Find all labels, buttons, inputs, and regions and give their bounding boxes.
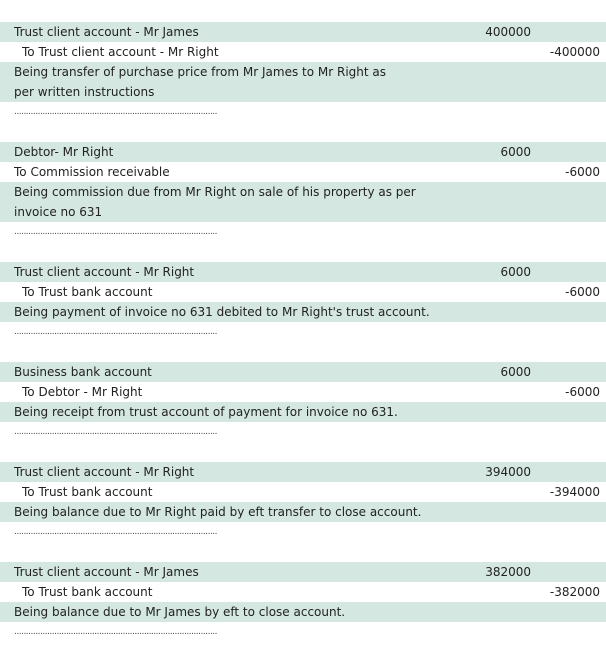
signature-row <box>0 102 606 122</box>
credit-account: To Trust bank account <box>22 485 153 499</box>
journal-credit-row <box>0 42 606 62</box>
credit-amount: -394000 <box>549 485 600 499</box>
debit-amount: 400000 <box>485 25 531 39</box>
journal-credit-row <box>0 162 606 182</box>
narration-row <box>0 82 606 102</box>
signature-line: ...................................................................................... <box>14 327 218 337</box>
signature-line: ...................................................................................... <box>14 627 218 637</box>
credit-account: To Trust bank account <box>22 585 153 599</box>
journal-credit-row <box>0 582 606 602</box>
journal-credit-row <box>0 282 606 302</box>
narration-line: Being payment of invoice no 631 debited to Mr Right's trust account. <box>14 305 430 319</box>
signature-line: ...................................................................................... <box>14 427 218 437</box>
journal-debit-row <box>0 562 606 582</box>
credit-amount: -382000 <box>549 585 600 599</box>
debit-account: Business bank account <box>14 365 152 379</box>
credit-amount: -6000 <box>565 165 600 179</box>
narration-row <box>0 602 606 622</box>
journal-credit-row <box>0 482 606 502</box>
credit-amount: -6000 <box>565 285 600 299</box>
narration-row <box>0 62 606 82</box>
signature-row <box>0 322 606 342</box>
debit-account: Trust client account - Mr Right <box>14 265 195 279</box>
signature-row <box>0 522 606 542</box>
journal-debit-row <box>0 22 606 42</box>
narration-line: Being transfer of purchase price from Mr James to Mr Right as <box>14 65 387 79</box>
credit-amount: -6000 <box>565 385 600 399</box>
credit-account: To Commission receivable <box>14 165 170 179</box>
signature-line: ...................................................................................... <box>14 107 218 117</box>
debit-account: Debtor- Mr Right <box>14 145 114 159</box>
credit-account: To Trust bank account <box>22 285 153 299</box>
debit-amount: 6000 <box>500 145 531 159</box>
narration-line: Being balance due to Mr James by eft to close account. <box>14 605 346 619</box>
signature-line: ...................................................................................... <box>14 527 218 537</box>
signature-row <box>0 622 606 642</box>
debit-account: Trust client account - Mr Right <box>14 465 195 479</box>
debit-amount: 6000 <box>500 365 531 379</box>
narration-row <box>0 202 606 222</box>
narration-line: invoice no 631 <box>14 205 103 219</box>
narration-line: Being commission due from Mr Right on sale of his property as per <box>14 185 416 199</box>
journal-debit-row <box>0 462 606 482</box>
debit-amount: 382000 <box>485 565 531 579</box>
credit-account: To Debtor - Mr Right <box>22 385 143 399</box>
journal-debit-row <box>0 362 606 382</box>
debit-account: Trust client account - Mr James <box>14 25 199 39</box>
signature-row <box>0 222 606 242</box>
credit-amount: -400000 <box>549 45 600 59</box>
narration-line: Being receipt from trust account of payment for invoice no 631. <box>14 405 398 419</box>
credit-account: To Trust client account - Mr Right <box>22 45 219 59</box>
debit-amount: 394000 <box>485 465 531 479</box>
narration-row <box>0 182 606 202</box>
narration-line: per written instructions <box>14 85 155 99</box>
narration-row <box>0 302 606 322</box>
journal-credit-row <box>0 382 606 402</box>
journal-debit-row <box>0 262 606 282</box>
narration-line: Being balance due to Mr Right paid by eft transfer to close account. <box>14 505 422 519</box>
signature-line: ...................................................................................... <box>14 227 218 237</box>
signature-row <box>0 422 606 442</box>
debit-account: Trust client account - Mr James <box>14 565 199 579</box>
narration-row <box>0 502 606 522</box>
narration-row <box>0 402 606 422</box>
journal-debit-row <box>0 142 606 162</box>
debit-amount: 6000 <box>500 265 531 279</box>
